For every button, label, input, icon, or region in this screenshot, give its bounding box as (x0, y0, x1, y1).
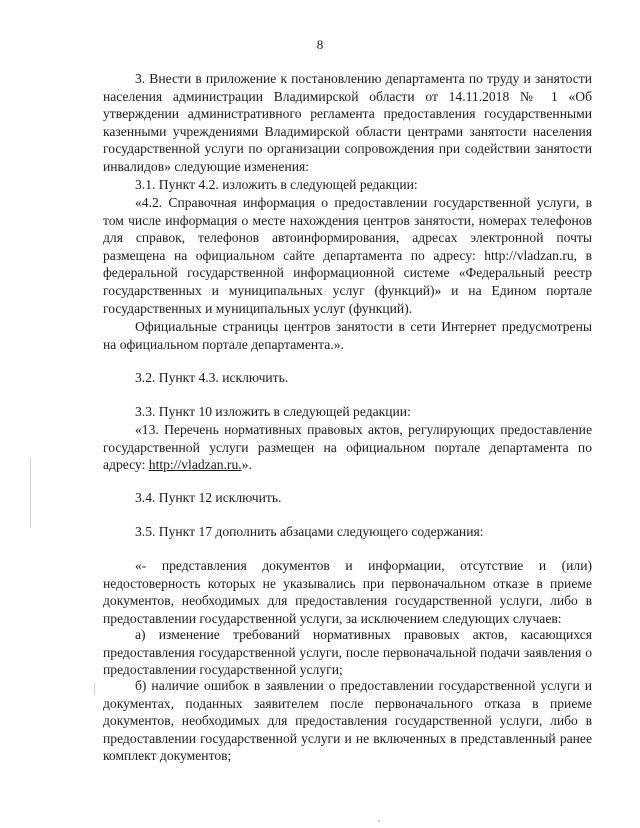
item-3-1-text: «4.2. Справочная информация о предоставлении государственной услуги, в том числе информация о месте нахождения центров занятости, номерах телефонов для справок, телефонов автоинформирования, адресах электронной почты размещена на официальном сайте департамента по адресу: http://vladzan.ru, в федеральной государственной информационной системе «Федеральный реестр государственных и муниципальных услуг (функций)» и на Едином портале государственных и муниципальных услуг (функций). (103, 195, 592, 316)
item-3-3-text-start: «13. Перечень нормативных правовых актов, регулирующих предоставление государственной услуги размещен на официальном портале департамента по адресу: (103, 422, 592, 473)
item-3-5-main-paragraph: «- представления документов и информации, отсутствие и (или) недостоверность которых не указывались при первоначальном отказе в приеме документов, необходимых для предоставления государственной услуги, либо в предоставлении государственной услуги, за исключением следующих случаев: (103, 558, 592, 626)
item-3-3-text-end: ». (241, 457, 252, 473)
item-3-3-text (103, 421, 592, 474)
scan-margin-mark (30, 458, 31, 528)
item-3-3-heading: 3.3. Пункт 10 изложить в следующей редакции: (135, 404, 411, 419)
item-3-intro: 3. Внести в приложение к постановлению департамента по труду и занятости населения администрации Владимирской области от 14.11.2018 № 1 «Об утверждении административного регламента предоставления государственными казенными учреждениями Владимирской области центрами занятости населения государственной услуги по организации сопровождения при содействии занятости инвалидов» следующие изменения: (103, 71, 592, 174)
item-3-5-heading: 3.5. Пункт 17 дополнить абзацами следующего содержания: (135, 524, 484, 539)
item-3-1-heading: 3.1. Пункт 4.2. изложить в следующей редакции: (135, 177, 418, 192)
page-number: 8 (316, 37, 324, 52)
item-3-5-subitem-a: а) изменение требований нормативных правовых актов, касающихся предоставления государственной услуги, после первоначальной подачи заявления о предоставлении государственной услуги; (103, 627, 592, 678)
item-3-4-text: 3.4. Пункт 12 исключить. (135, 490, 282, 505)
vladzan-link[interactable]: http://vladzan.ru. (148, 457, 242, 473)
item-3-2-text: 3.2. Пункт 4.3. исключить. (135, 370, 289, 385)
scan-dot (378, 820, 380, 822)
item-3-1-note: Официальные страницы центров занятости в сети Интернет предусмотрены на официальном портале департамента.». (103, 319, 592, 352)
item-3-5-subitem-b: б) наличие ошибок в заявлении о предоставлении государственной услуги и документах, поданных заявителем после первоначального отказа в приеме документов, необходимых для предоставления государственной услуги, либо в предоставлении государственной услуги и не включенных в представленный ранее комплект документов; (103, 678, 592, 764)
scan-speck (94, 683, 95, 695)
